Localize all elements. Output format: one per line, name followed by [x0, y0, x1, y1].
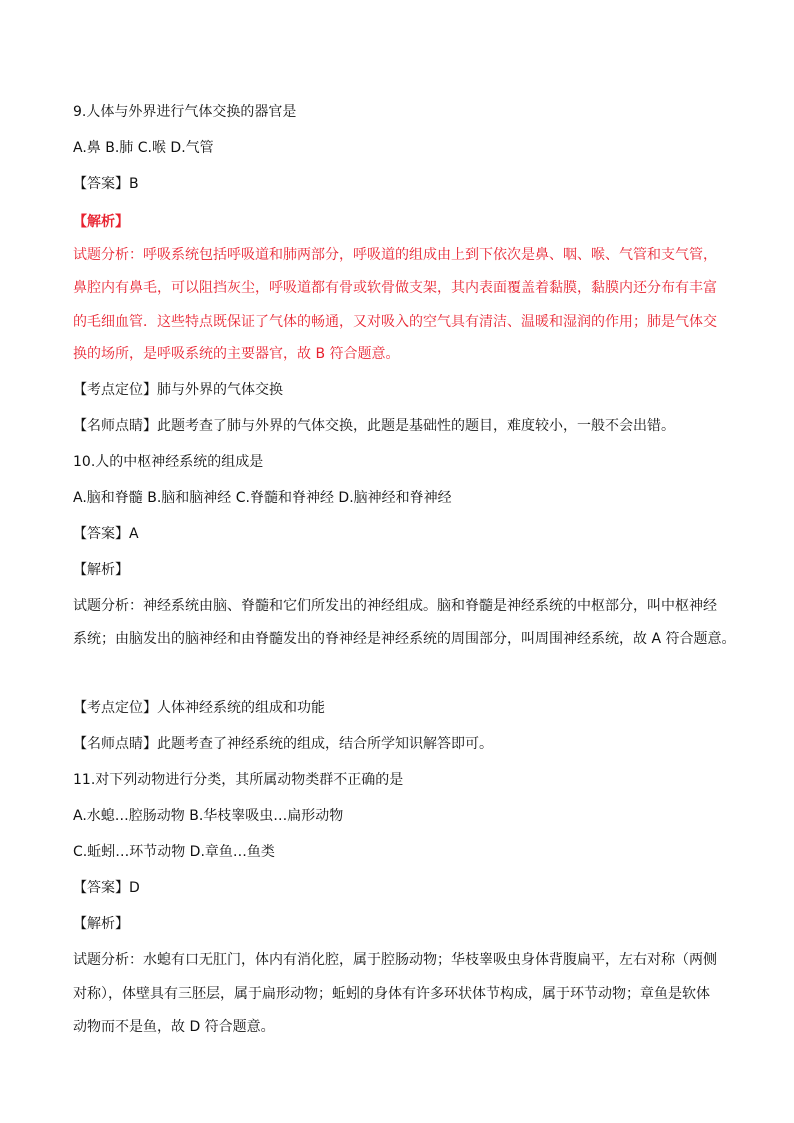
q11-question: 11.对下列动物进行分类，其所属动物类群不正确的是	[73, 772, 404, 788]
q10-options: A.脑和脊髓 B.脑和脑神经 C.脊髓和脊神经 D.脑神经和脊神经	[73, 490, 452, 506]
q11-analysis-line: 动物而不是鱼，故 D 符合题意。	[73, 1019, 275, 1035]
q11-analysis-line: 对称），体壁具有三胚层，属于扁形动物；蚯蚓的身体有许多环状体节构成，属于环节动物；章鱼是软体	[73, 986, 710, 1002]
q10-kaodian: 【考点定位】人体神经系统的组成和功能	[73, 700, 325, 716]
q11-analysis-line: 试题分析：水螅有口无肛门，体内有消化腔，属于腔肠动物；华枝睾吸虫身体背腹扁平，左右对称（两侧	[73, 952, 717, 968]
q11-analysis-label: 【解析】	[73, 916, 129, 932]
q9-question: 9.人体与外界进行气体交换的器官是	[73, 104, 297, 120]
q9-kaodian: 【考点定位】肺与外界的气体交换	[73, 382, 283, 398]
q9-answer: 【答案】B	[73, 176, 139, 192]
q10-analysis-line: 系统；由脑发出的脑神经和由脊髓发出的脊神经是神经系统的周围部分，叫周围神经系统，故 A 符合题意。	[73, 631, 736, 647]
q10-dianjing: 【名师点睛】此题考查了神经系统的组成，结合所学知识解答即可。	[73, 736, 493, 752]
q9-analysis-line: 的毛细血管．这些特点既保证了气体的畅通，又对吸入的空气具有清洁、温暖和湿润的作用；肺是气体交	[73, 314, 717, 330]
q11-options-row2: C.蚯蚓…环节动物 D.章鱼…鱼类	[73, 844, 275, 860]
q9-dianjing: 【名师点睛】此题考查了肺与外界的气体交换，此题是基础性的题目，难度较小，一般不会出错。	[73, 418, 675, 434]
q11-answer: 【答案】D	[73, 880, 140, 896]
q11-options-row1: A.水螅…腔肠动物 B.华枝睾吸虫…扁形动物	[73, 808, 344, 824]
q9-analysis-line: 换的场所，是呼吸系统的主要器官，故 B 符合题意。	[73, 346, 400, 362]
q9-analysis-line: 鼻腔内有鼻毛，可以阻挡灰尘，呼吸道都有骨或软骨做支架，其内表面覆盖着黏膜，黏膜内还分布有丰富	[73, 280, 717, 296]
q10-analysis-label: 【解析】	[73, 562, 129, 578]
q9-analysis-label: 【解析】	[73, 214, 129, 230]
q10-analysis-line: 试题分析：神经系统由脑、脊髓和它们所发出的神经组成。脑和脊髓是神经系统的中枢部分，叫中枢神经	[73, 598, 717, 614]
q10-answer: 【答案】A	[73, 526, 139, 542]
q9-analysis-line: 试题分析：呼吸系统包括呼吸道和肺两部分，呼吸道的组成由上到下依次是鼻、咽、喉、气管和支气管，	[73, 247, 717, 263]
q10-question: 10.人的中枢神经系统的组成是	[73, 454, 264, 470]
q9-options: A.鼻 B.肺 C.喉 D.气管	[73, 140, 214, 156]
